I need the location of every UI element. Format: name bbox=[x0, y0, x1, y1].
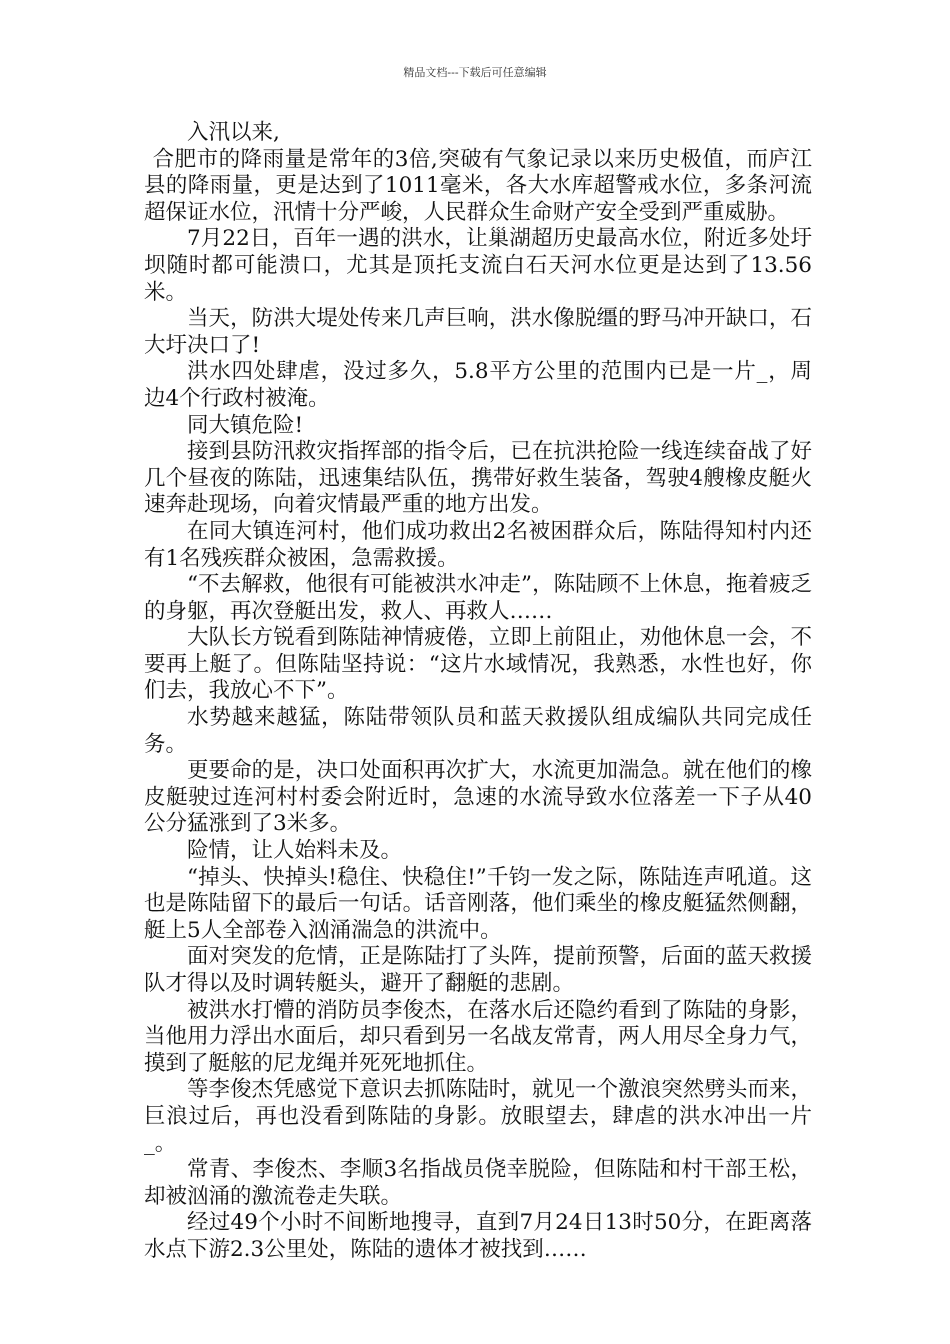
paragraph: 更要命的是，决口处面积再次扩大，水流更加湍急。就在他们的橡皮艇驶过连河村村委会附近时，急速的水流导致水位落差一下子从40公分猛涨到了3米多。 bbox=[144, 758, 812, 837]
paragraph: 接到县防汛救灾指挥部的指令后，已在抗洪抢险一线连续奋战了好几个昼夜的陈陆，迅速集结队伍，携带好救生装备，驾驶4艘橡皮艇火速奔赴现场，向着灾情最严重的地方出发。 bbox=[144, 439, 812, 518]
paragraph: 水势越来越猛，陈陆带领队员和蓝天救援队组成编队共同完成任务。 bbox=[144, 705, 812, 757]
paragraph: 经过49个小时不间断地搜寻，直到7月24日13时50分，在距离落水点下游2.3公里处，陈陆的遗体才被找到…… bbox=[144, 1210, 812, 1262]
paragraph: 洪水四处肆虐，没过多久，5.8平方公里的范围内已是一片_，周边4个行政村被淹。 bbox=[144, 359, 812, 411]
paragraph: 当天，防洪大堤处传来几声巨响，洪水像脱缰的野马冲开缺口，石大圩决口了! bbox=[144, 306, 812, 358]
paragraph: 同大镇危险! bbox=[187, 412, 304, 438]
article-body bbox=[144, 120, 812, 1264]
paragraph: 常青、李俊杰、李顺3名指战员侥幸脱险，但陈陆和村干部王松，却被汹涌的激流卷走失联。 bbox=[144, 1157, 812, 1209]
paragraph: 大队长方锐看到陈陆神情疲倦，立即上前阻止，劝他休息一会，不要再上艇了。但陈陆坚持说：“这片水域情况，我熟悉，水性也好，你们去，我放心不下”。 bbox=[144, 625, 812, 704]
paragraph: 入汛以来, bbox=[187, 120, 280, 145]
page-header: 精品文档---下载后可任意编辑 bbox=[403, 66, 547, 79]
paragraph: 险情，让人始料未及。 bbox=[187, 838, 403, 864]
paragraph: “掉头、快掉头!稳住、快稳住!”千钧一发之际，陈陆连声吼道。这也是陈陆留下的最后一句话。话音刚落，他们乘坐的橡皮艇猛然侧翻，艇上5人全部卷入汹涌湍急的洪流中。 bbox=[144, 864, 812, 943]
paragraph: 合肥市的降雨量是常年的3倍,突破有气象记录以来历史极值，而庐江县的降雨量，更是达到了1011毫米，各大水库超警戒水位，多条河流超保证水位，汛情十分严峻，人民群众生命财产安全受到严重威胁。 bbox=[144, 146, 812, 225]
paragraph: 面对突发的危情，正是陈陆打了头阵，提前预警，后面的蓝天救援队才得以及时调转艇头，避开了翻艇的悲剧。 bbox=[144, 944, 812, 996]
paragraph: 等李俊杰凭感觉下意识去抓陈陆时，就见一个激浪突然劈头而来，巨浪过后，再也没看到陈陆的身影。放眼望去，肆虐的洪水冲出一片_。 bbox=[144, 1077, 812, 1156]
paragraph: 7月22日，百年一遇的洪水，让巢湖超历史最高水位，附近多处圩坝随时都可能溃口，尤其是顶托支流白石天河水位更是达到了13.56米。 bbox=[144, 226, 812, 305]
paragraph: 被洪水打懵的消防员李俊杰，在落水后还隐约看到了陈陆的身影，当他用力浮出水面后，却只看到另一名战友常青，两人用尽全身力气，摸到了艇舷的尼龙绳并死死地抓住。 bbox=[144, 997, 812, 1076]
paragraph: 在同大镇连河村，他们成功救出2名被困群众后，陈陆得知村内还有1名残疾群众被困，急需救援。 bbox=[144, 518, 812, 571]
paragraph: “不去解救，他很有可能被洪水冲走”，陈陆顾不上休息，拖着疲乏的身躯，再次登艇出发，救人、再救人…… bbox=[144, 572, 812, 624]
